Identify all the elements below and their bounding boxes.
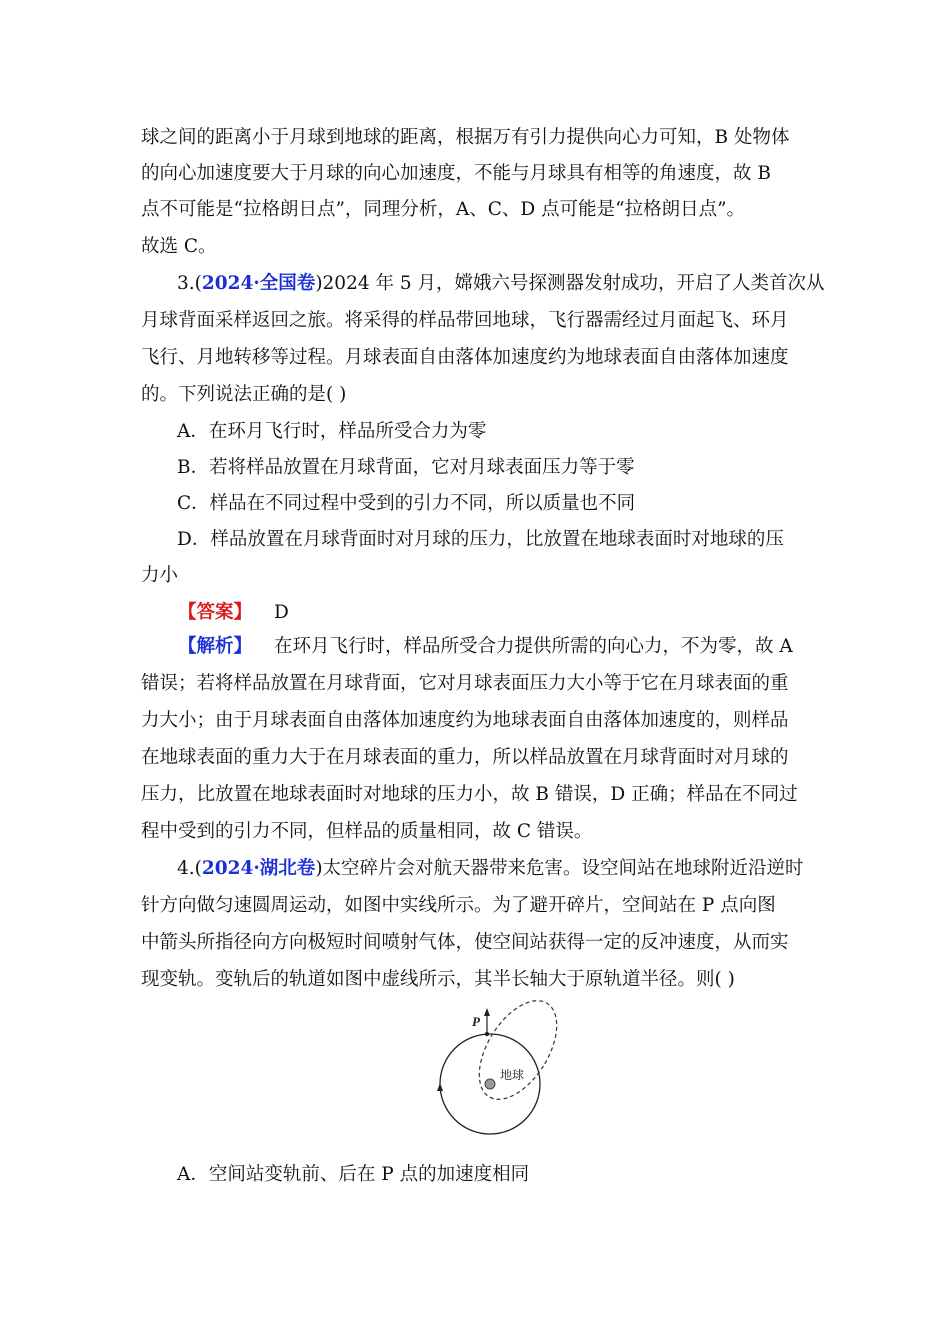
question-number: 3.( [177,273,202,294]
text-line: 点不可能是“拉格朗日点”，同理分析，A、C、D 点可能是“拉格朗日点”。 [141,199,746,220]
text-line: 错误；若将样品放置在月球背面，它对月球表面压力大小等于它在月球表面的重 [141,673,789,694]
question-3-stem [177,272,825,296]
direction-arrow [437,1083,443,1091]
option-c: C．样品在不同过程中受到的引力不同，所以质量也不同 [177,493,636,514]
option-b: B．若将样品放置在月球背面，它对月球表面压力等于零 [177,457,635,478]
question-source: 2024·全国卷 [201,273,316,294]
answer-value: D [274,602,289,623]
option-a: A．在环月飞行时，样品所受合力为零 [177,421,487,442]
analysis-line [178,635,793,659]
text-line: 针方向做匀速圆周运动，如图中实线所示。为了避开碎片，空间站在 P 点向图 [141,895,776,916]
text-line: 飞行、月地转移等过程。月球表面自由落体加速度约为地球表面自由落体加速度 [141,347,789,368]
text-line: 球之间的距离小于月球到地球的距离，根据万有引力提供向心力可知，B 处物体 [141,127,790,148]
point-p-label: P [472,1014,480,1029]
radial-arrow-head [484,1008,490,1016]
option-d: D．样品放置在月球背面时对月球的压力，比放置在地球表面时对地球的压 [177,529,784,550]
text-line: 的向心加速度要大于月球的向心加速度，不能与月球具有相等的角速度，故 B [141,163,771,184]
text-line: 程中受到的引力不同，但样品的质量相同，故 C 错误。 [141,821,593,842]
analysis-text: 在环月飞行时，样品所受合力提供所需的向心力，不为零，故 A [274,636,793,657]
question-number: 4.( [177,858,202,879]
earth-label: 地球 [500,1068,525,1082]
answer-line [178,601,289,625]
text-line: 的。下列说法正确的是( ) [141,384,347,405]
text-line: 力大小；由于月球表面自由落体加速度约为地球表面自由落体加速度的，则样品 [141,710,789,731]
text-line: 月球背面采样返回之旅。将采得的样品带回地球，飞行器需经过月面起飞、环月 [141,310,789,331]
question-source: 2024·湖北卷 [201,858,316,879]
option-a: A．空间站变轨前、后在 P 点的加速度相同 [177,1164,530,1185]
text-line: 压力，比放置在地球表面时对地球的压力小，故 B 错误，D 正确；样品在不同过 [141,784,798,805]
question-4-stem [177,857,804,881]
earth-marker [485,1079,495,1089]
option-d-continued: 力小 [141,565,179,586]
text-line: 故选 C。 [141,236,217,257]
text-line: 在地球表面的重力大于在月球表面的重力，所以样品放置在月球背面时对月球的 [141,747,789,768]
point-p-marker [485,1032,489,1036]
text-line: 现变轨。变轨后的轨道如图中虚线所示，其半长轴大于原轨道半径。则( ) [141,969,735,990]
stem-text: )太空碎片会对航天器带来危害。设空间站在地球附近沿逆时 [315,858,804,879]
text-line: 中箭头所指径向方向极短时间喷射气体，使空间站获得一定的反冲速度，从而实 [141,932,789,953]
stem-text: )2024 年 5 月，嫦娥六号探测器发射成功，开启了人类首次从 [315,273,825,294]
answer-label: 【答案】 [178,602,253,623]
analysis-label: 【解析】 [178,636,253,657]
orbit-diagram [430,1000,570,1142]
